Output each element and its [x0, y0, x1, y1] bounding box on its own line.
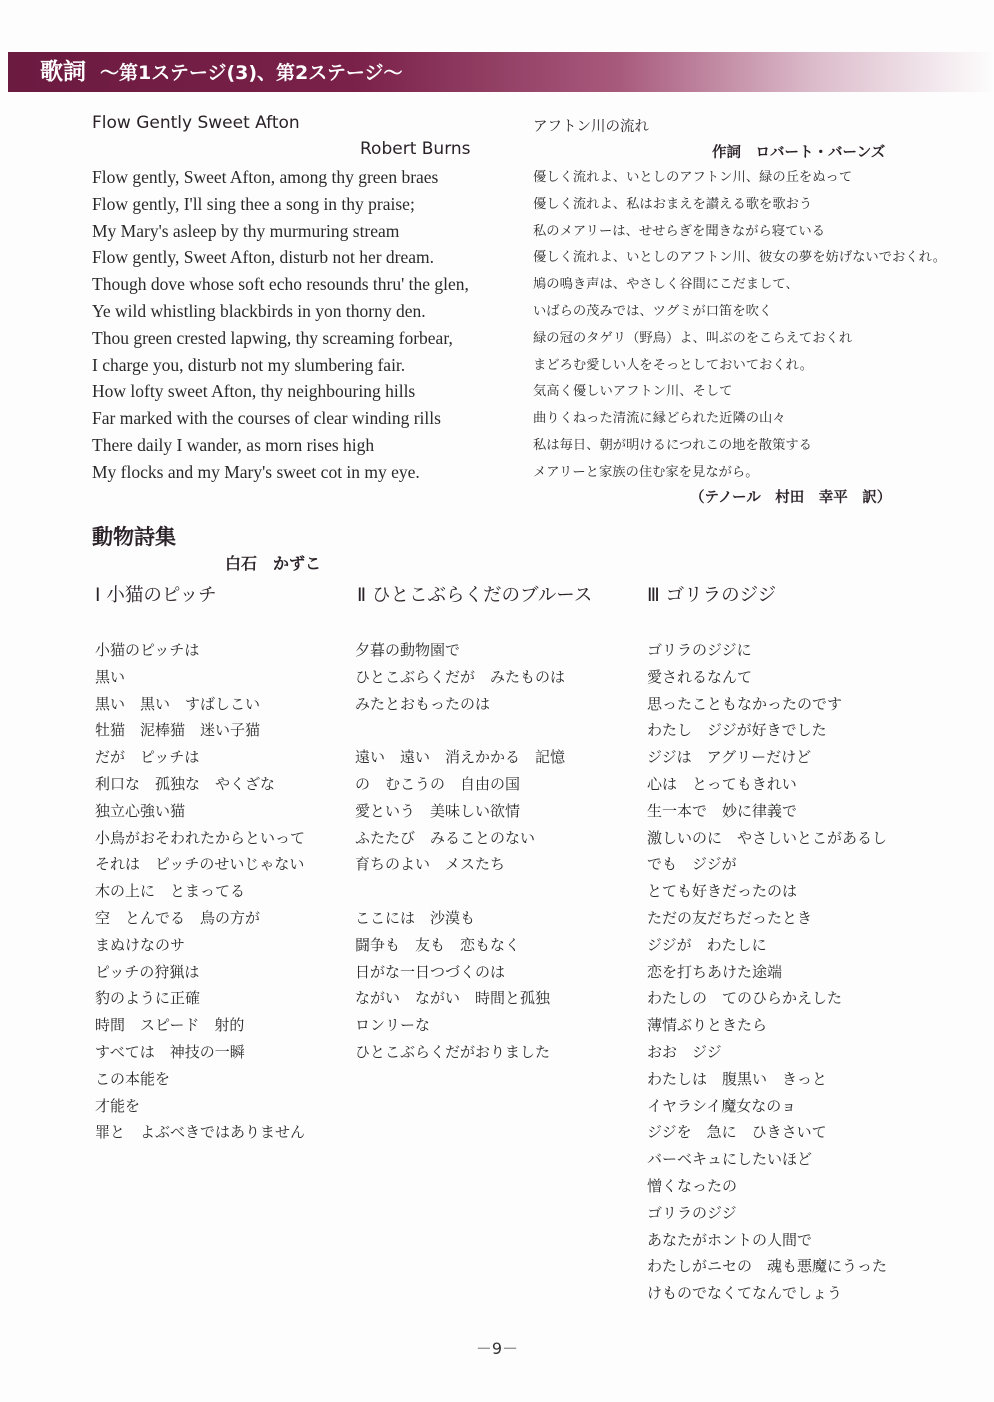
collection-title: 動物詩集 [92, 525, 176, 549]
poem-title-kitten: Ⅰ 小猫のピッチ [95, 585, 217, 606]
japanese-song-author: 作詞 ロバート・バーンズ [712, 145, 886, 161]
poem-line: ひとこぶらくだが みたものは [355, 667, 566, 686]
poem-line: ふたたび みることのない [355, 828, 536, 847]
poem-line: ここには 沙漠も [355, 908, 476, 927]
lyric-line: I charge you, disturb not my slumbering fair. [92, 354, 406, 375]
lyric-line: 緑の冠のタゲリ（野鳥）よ、叫ぶのをこらえておくれ [533, 330, 853, 346]
lyric-line: 私のメアリーは、せせらぎを聞きながら寝ている [533, 223, 825, 239]
poem-line: 才能を [95, 1096, 141, 1115]
poem-line: みたとおもったのは [355, 694, 491, 713]
poem-line: 夕暮の動物園で [355, 641, 461, 659]
lyric-line: My Mary's asleep by thy murmuring stream [92, 220, 400, 241]
section-subtitle: ～第1ステージ(3)、第2ステージ～ [100, 62, 403, 84]
poem-line: 利口な 孤独な やくざな [95, 774, 276, 793]
lyric-line: My flocks and my Mary's sweet cot in my eye. [92, 461, 420, 482]
poem-line: この本能を [95, 1069, 171, 1088]
lyric-line: 私は毎日、朝が明けるにつれこの地を散策する [533, 437, 812, 453]
page-number: －9－ [475, 1339, 519, 1358]
japanese-lyrics [533, 165, 973, 487]
poem-line: わたしの てのひらかえした [647, 989, 843, 1008]
lyric-line: Though dove whose soft echo resounds thru' the glen, [92, 274, 469, 295]
lyric-line: 曲りくねった清流に縁どられた近隣の山々 [533, 411, 786, 427]
poem-line: ひとこぶらくだがおりました [355, 1042, 551, 1061]
poem-line: けものでなくてなんでしょう [647, 1284, 843, 1303]
poem-line: の むこうの 自由の国 [355, 774, 521, 793]
poem-line: 愛という 美味しい欲情 [355, 801, 521, 820]
poem-line: 激しいのに やさしいとこがあるし [647, 828, 888, 847]
collection-author: 白石 かずこ [225, 554, 322, 573]
poem-line: 黒い [95, 667, 126, 686]
poem-line: すべては 神技の一瞬 [95, 1042, 245, 1061]
poem-line: 牡猫 泥棒猫 迷い子猫 [95, 721, 261, 740]
poem-line: わたしがニセの 魂も悪魔にうった [647, 1257, 888, 1276]
poem-line: 罪と よぶべきではありません [95, 1123, 306, 1142]
poem-line: 豹のように正確 [95, 989, 201, 1008]
poem-line: 小鳥がおそわれたからといって [95, 828, 306, 847]
poem-line: ジジを 急に ひきさいて [647, 1123, 827, 1142]
poem-line: 恋を打ちあけた途端 [647, 962, 783, 981]
poem-line: だが ピッチは [95, 748, 200, 767]
poem-line: 小猫のピッチは [95, 641, 200, 659]
poem-line: 独立心強い猫 [95, 801, 186, 820]
poem-line: ながい ながい 時間と孤独 [355, 989, 551, 1008]
poem-line: 黒い 黒い すばしこい [95, 694, 261, 713]
poem-line: バーベキュにしたいほど [647, 1150, 813, 1169]
english-lyrics [92, 164, 512, 486]
lyric-line: How lofty sweet Afton, thy neighbouring hills [92, 381, 416, 402]
poem-line: 時間 スピード 射的 [95, 1016, 245, 1035]
lyric-line: 優しく流れよ、私はおまえを讃える歌を歌おう [533, 196, 813, 212]
poem-line: ゴリラのジジに [647, 641, 752, 659]
poem-line: イヤラシイ魔女なのョ [647, 1096, 797, 1115]
poem-line: ゴリラのジジ [647, 1203, 737, 1222]
poem-line: 愛されるなんて [647, 667, 753, 686]
lyric-line: Thou green crested lapwing, thy screaming forbear, [92, 327, 453, 348]
section-title: 歌詞 [40, 59, 86, 85]
poem-line: 薄情ぶりときたら [647, 1016, 768, 1035]
english-song-author: Robert Burns [360, 139, 471, 159]
poem-line: 闘争も 友も 恋もなく [355, 935, 521, 954]
lyric-line: Flow gently, Sweet Afton, among thy green braes [92, 167, 439, 187]
lyric-line: There daily I wander, as morn rises high [92, 434, 375, 455]
poem-line: ロンリーな [355, 1016, 431, 1035]
poem-line: 憎くなったの [647, 1176, 738, 1195]
poem-line: 心は とってもきれい [647, 774, 797, 793]
section-header-band [8, 52, 994, 92]
poem-line: 生一本で 妙に律義で [647, 801, 798, 820]
poem-line: わたしは 腹黒い きっと [647, 1069, 828, 1088]
poem-line: ジジが わたしに [647, 935, 767, 954]
poem-line: 日がな一日つづくのは [355, 962, 506, 981]
lyric-line: 気高く優しいアフトン川、そして [533, 384, 733, 400]
poem-line: 遠い 遠い 消えかかる 記憶 [355, 748, 566, 767]
lyric-line: Far marked with the courses of clear winding rills [92, 408, 441, 429]
poem-line: あなたがホントの人間で [647, 1230, 813, 1249]
poem-gorilla [647, 637, 887, 1307]
english-song-title: Flow Gently Sweet Afton [92, 113, 300, 133]
poem-line: でも ジジが [647, 855, 737, 874]
lyric-line: メアリーと家族の住む家を見ながら。 [533, 464, 759, 480]
poem-line: おお ジジ [647, 1042, 722, 1061]
lyric-line: Flow gently, I'll sing thee a song in thy praise; [92, 193, 415, 214]
poem-line: 育ちのよい メスたち [355, 855, 506, 874]
poem-line: 木の上に とまってる [95, 882, 246, 901]
poem-camel [355, 637, 565, 1066]
lyric-line: いばらの茂みでは、ツグミが口笛を吹く [533, 303, 773, 319]
poem-line: まぬけなのサ [95, 935, 186, 954]
lyric-line: Flow gently, Sweet Afton, disturb not her dream. [92, 247, 435, 268]
poem-line: わたし ジジが好きでした [647, 721, 827, 740]
poem-title-gorilla: Ⅲ ゴリラのジジ [647, 585, 777, 606]
lyric-line: 優しく流れよ、いとしのアフトン川、緑の丘をぬって [533, 170, 853, 185]
japanese-song-title: アフトン川の流れ [533, 119, 649, 135]
poem-line: ただの友だちだったとき [647, 908, 813, 927]
poem-line: ピッチの狩猟は [95, 962, 200, 981]
lyric-line: 優しく流れよ、いとしのアフトン川、彼女の夢を妨げないでおくれ。 [533, 250, 947, 266]
poem-kitten [95, 637, 305, 1146]
lyric-line: 鳩の鳴き声は、やさしく谷間にこだまして、 [533, 277, 799, 293]
translator-credit: （テノール 村田 幸平 訳） [690, 490, 892, 506]
lyric-line: まどろむ愛しい人をそっとしておいておくれ。 [533, 357, 814, 373]
section-header [40, 52, 403, 92]
poem-line: ジジは アグリーだけど [647, 748, 812, 767]
poem-line: 空 とんでる 鳥の方が [95, 908, 261, 927]
poem-line: とても好きだったのは [647, 882, 798, 901]
stanza-break [355, 878, 565, 905]
poem-line: それは ピッチのせいじゃない [95, 855, 305, 874]
stanza-break [355, 717, 565, 744]
poem-title-camel: Ⅱ ひとこぶらくだのブルース [357, 585, 593, 606]
lyric-line: Ye wild whistling blackbirds in yon thorny den. [92, 300, 426, 321]
poem-line: 思ったこともなかったのです [647, 694, 843, 713]
